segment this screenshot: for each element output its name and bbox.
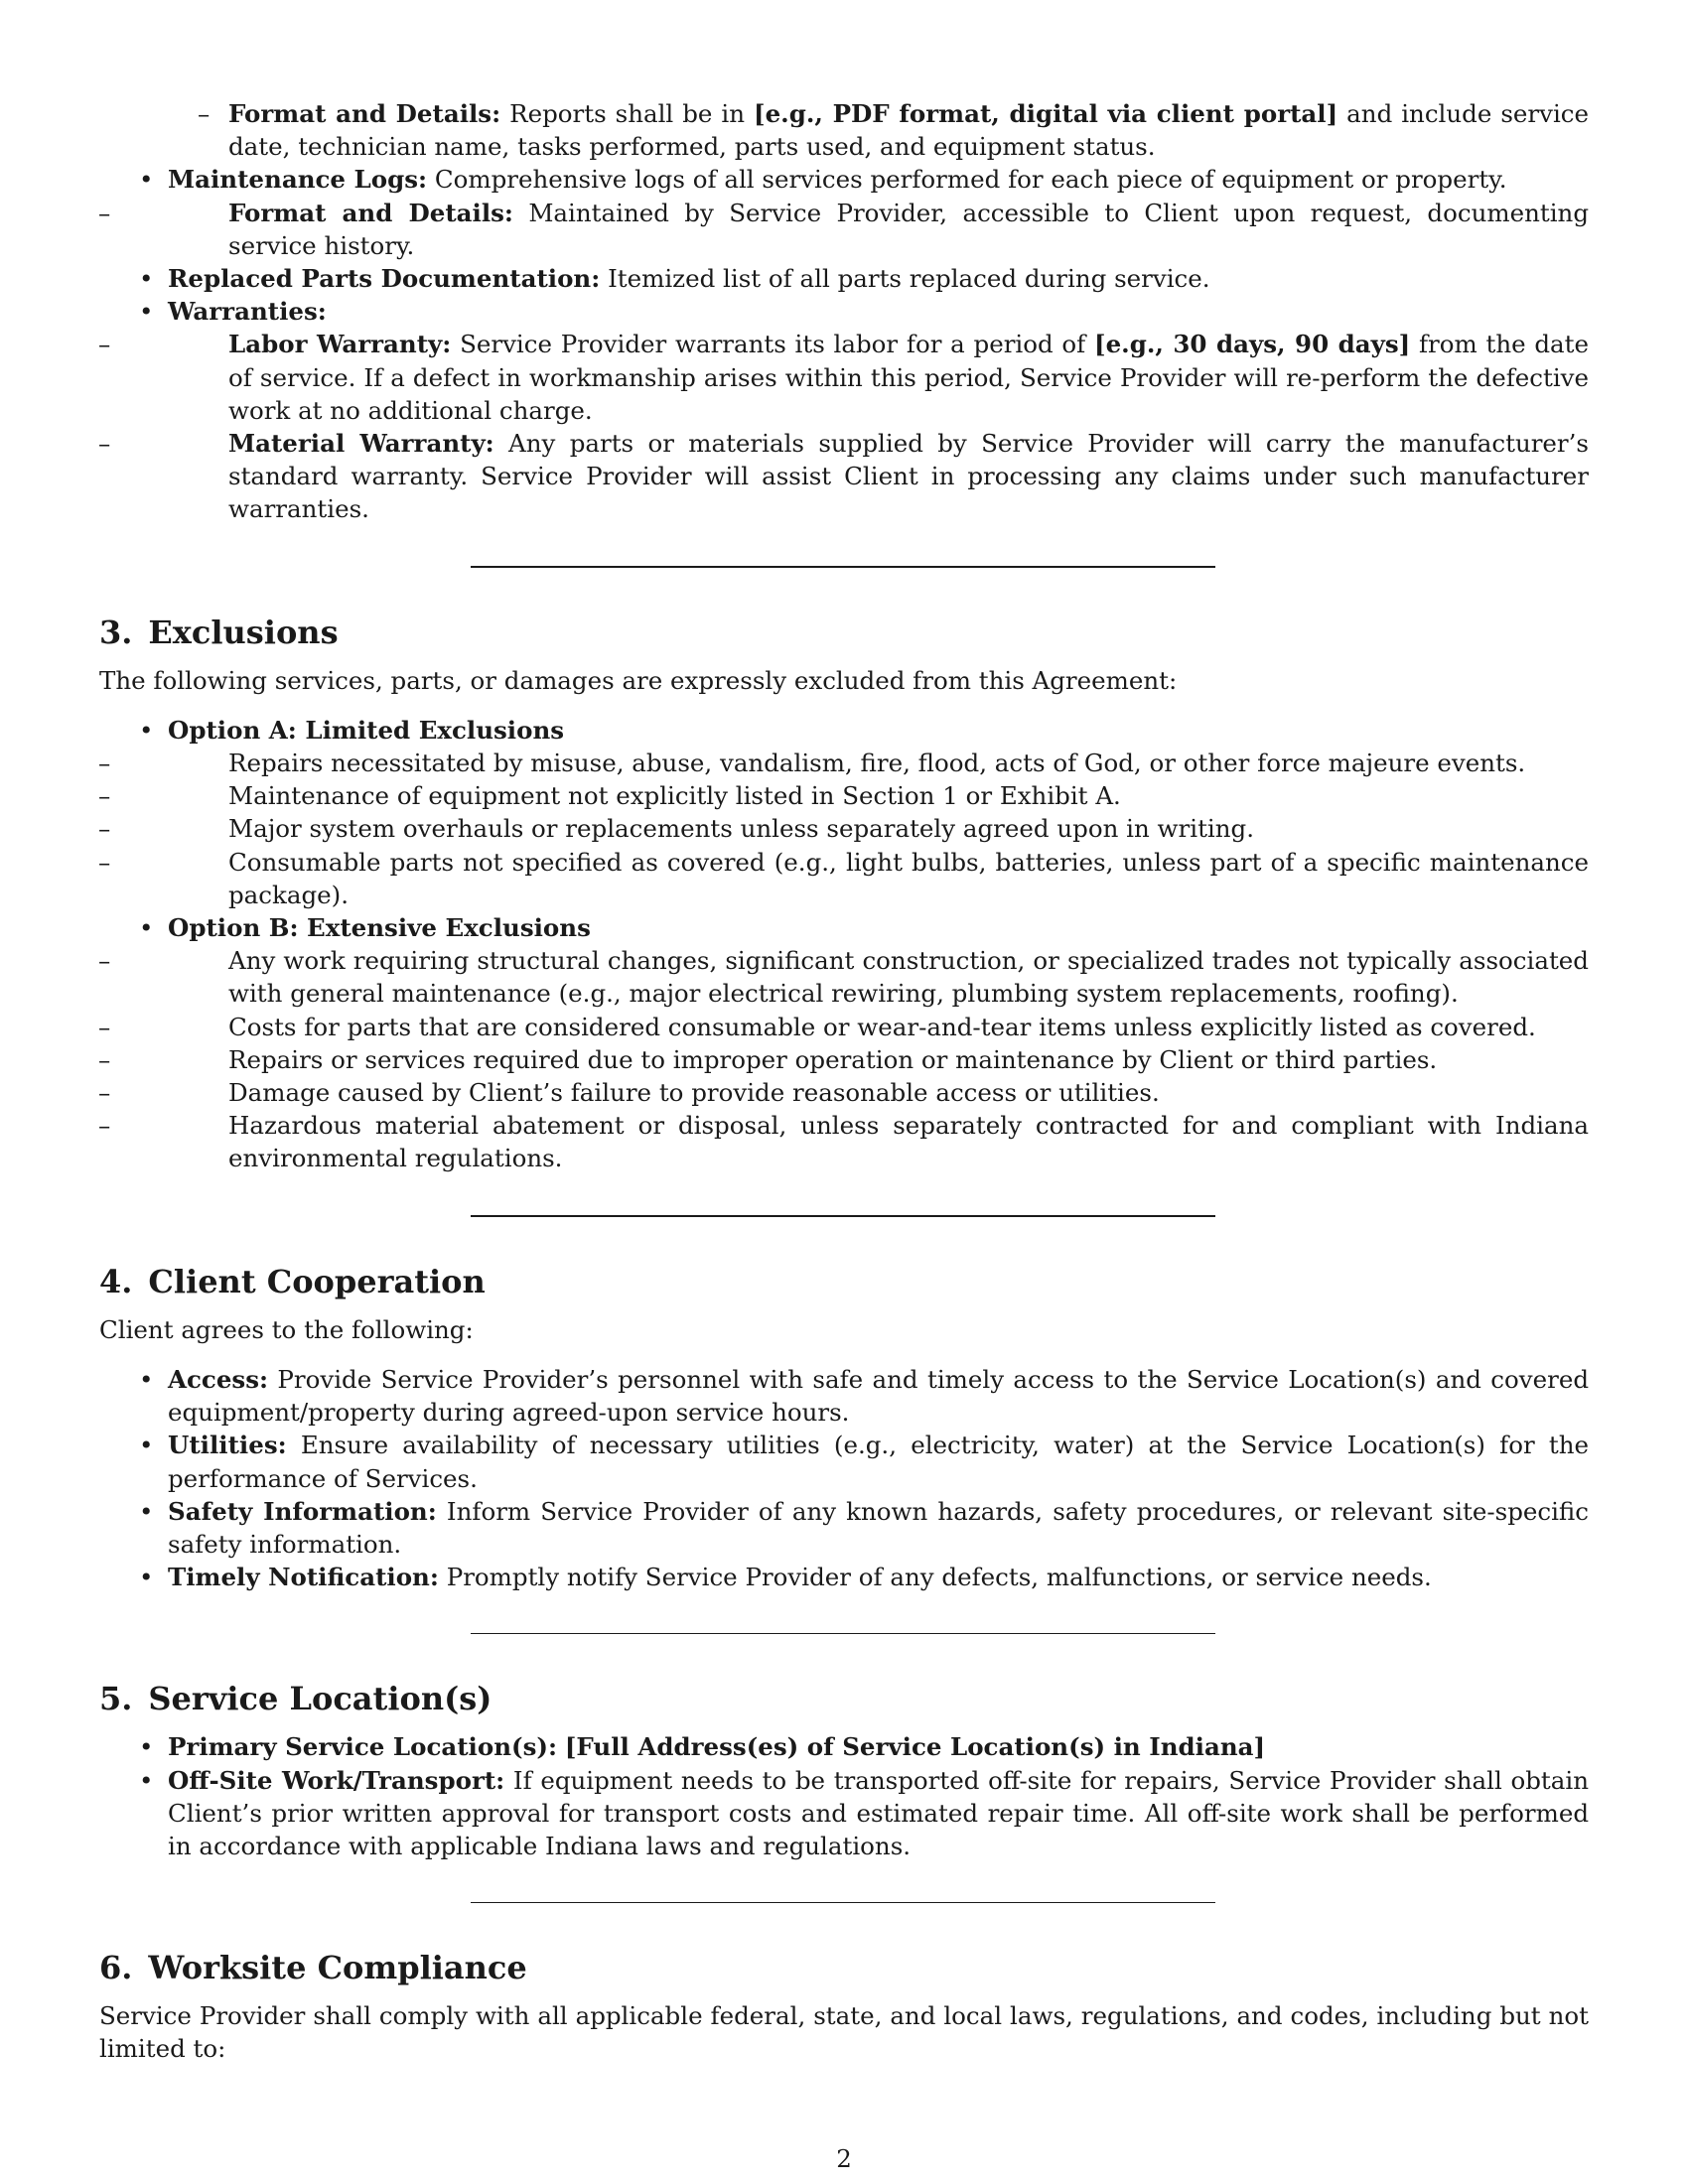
list-item: – Material Warranty: Any parts or materials supplied by Service Provider will carry the manufacturer’s standard warranty. Service Provider will assist Client in processing any claims under such manufacturer warranties.	[168, 427, 1589, 526]
continued-sublist	[99, 97, 1589, 163]
list-item: • Maintenance Logs: Comprehensive logs of all services performed for each piece of equipment or property. – Format and Details: Maintained by Service Provider, accessible to Client upon request, documenting service history.	[99, 163, 1589, 262]
list-item: • Option A: Limited Exclusions – Repairs necessitated by misuse, abuse, vandalism, fire, flood, acts of God, or other force majeure events. – Maintenance of equipment not explicitly listed in Section 1 or Exhibit A. – Major system overhauls or replacements unless separately agreed upon in writing. – Consumable parts not specified as covered (e.g., light bulbs, batteries, unless part of a specific maintenance package).	[99, 714, 1589, 911]
section-intro: The following services, parts, or damages are expressly excluded from this Agreement:	[99, 665, 1178, 695]
list-item: – Major system overhauls or replacements unless separately agreed upon in writing.	[168, 812, 1589, 845]
list-item: – Hazardous material abatement or disposal, unless separately contracted for and compliant with Indiana environmental regulations.	[168, 1109, 1589, 1174]
list-item: • Timely Notification: Promptly notify Service Provider of any defects, malfunctions, or service needs.	[99, 1561, 1589, 1593]
list-item: • Safety Information: Inform Service Provider of any known hazards, safety procedures, or relevant site-specific safety information.	[99, 1495, 1589, 1561]
section-intro: Service Provider shall comply with all applicable federal, state, and local laws, regulations, and codes, including but not limited to:	[99, 2001, 1589, 2064]
list-item: • Replaced Parts Documentation: Itemized list of all parts replaced during service.	[99, 262, 1589, 295]
list-item: – Labor Warranty: Service Provider warrants its labor for a period of [e.g., 30 days, 90 days] from the date of service. If a defect in workmanship arises within this period, Service Provider will re-perform the defective work at no additional charge.	[168, 328, 1589, 427]
list-item: • Access: Provide Service Provider’s personnel with safe and timely access to the Service Location(s) and covered equipment/property during agreed-upon service hours.	[99, 1363, 1589, 1429]
list-item: – Damage caused by Client’s failure to provide reasonable access or utilities.	[168, 1076, 1589, 1109]
locations-list	[99, 1730, 1589, 1862]
section2-list	[99, 163, 1589, 525]
horizontal-rule	[471, 1633, 1215, 1634]
sublist	[168, 747, 1589, 911]
list-item: – Repairs or services required due to improper operation or maintenance by Client or third parties.	[168, 1043, 1589, 1076]
section-heading-exclusions: 3. Exclusions	[99, 613, 339, 651]
list-item: – Format and Details: Maintained by Service Provider, accessible to Client upon request, documenting service history.	[168, 197, 1589, 262]
horizontal-rule	[471, 566, 1215, 568]
list-item: • Primary Service Location(s): [Full Address(es) of Service Location(s) in Indiana]	[99, 1730, 1589, 1763]
list-item: • Warranties: – Labor Warranty: Service Provider warrants its labor for a period of [e.g., 30 days, 90 days] from the date of service. If a defect in workmanship arises within this period, Service Provider will re-perform the defective work at no additional charge. – Material Warranty: Any parts or materials supplied by Service Provider will carry the manufacturer’s standard warranty. Service Provider will assist Client in processing any claims under such manufacturer warranties.	[99, 295, 1589, 525]
horizontal-rule	[471, 1215, 1215, 1217]
list-item: – Repairs necessitated by misuse, abuse, vandalism, fire, flood, acts of God, or other force majeure events.	[168, 747, 1589, 779]
list-item: – Costs for parts that are considered consumable or wear-and-tear items unless explicitly listed as covered.	[168, 1011, 1589, 1043]
list-item: • Off-Site Work/Transport: If equipment needs to be transported off-site for repairs, Service Provider shall obtain Client’s prior written approval for transport costs and estimated repair time. All off-site work shall be performed in accordance with applicable Indiana laws and regulations.	[99, 1764, 1589, 1863]
page-number: 2	[836, 2144, 852, 2173]
section-heading-service-locations: 5. Service Location(s)	[99, 1680, 492, 1718]
cooperation-list	[99, 1363, 1589, 1593]
list-item: – Maintenance of equipment not explicitly listed in Section 1 or Exhibit A.	[168, 779, 1589, 812]
sublist	[168, 944, 1589, 1174]
sublist	[168, 328, 1589, 525]
exclusions-list	[99, 714, 1589, 1175]
horizontal-rule	[471, 1902, 1215, 1903]
section-heading-worksite-compliance: 6. Worksite Compliance	[99, 1949, 527, 1987]
list-item: – Consumable parts not specified as covered (e.g., light bulbs, batteries, unless part of a specific maintenance package).	[168, 846, 1589, 911]
section-intro: Client agrees to the following:	[99, 1314, 474, 1344]
section-heading-client-cooperation: 4. Client Cooperation	[99, 1262, 486, 1300]
page-content	[99, 97, 1589, 2066]
list-item: • Option B: Extensive Exclusions – Any work requiring structural changes, significant construction, or specialized trades not typically associated with general maintenance (e.g., major electrical rewiring, plumbing system replacements, roofing). – Costs for parts that are considered consumable or wear-and-tear items unless explicitly listed as covered. – Repairs or services required due to improper operation or maintenance by Client or third parties. – Damage caused by Client’s failure to provide reasonable access or utilities. – Hazardous material abatement or disposal, unless separately contracted for and compliant with Indiana environmental regulations.	[99, 911, 1589, 1175]
list-item: – Any work requiring structural changes, significant construction, or specialized trades not typically associated with general maintenance (e.g., major electrical rewiring, plumbing system replacements, roofing).	[168, 944, 1589, 1010]
list-item: • Utilities: Ensure availability of necessary utilities (e.g., electricity, water) at the Service Location(s) for the performance of Services.	[99, 1429, 1589, 1494]
list-item: – Format and Details: Reports shall be in [e.g., PDF format, digital via client portal] and include service date, technician name, tasks performed, parts used, and equipment status.	[99, 97, 1589, 163]
sublist	[168, 197, 1589, 262]
